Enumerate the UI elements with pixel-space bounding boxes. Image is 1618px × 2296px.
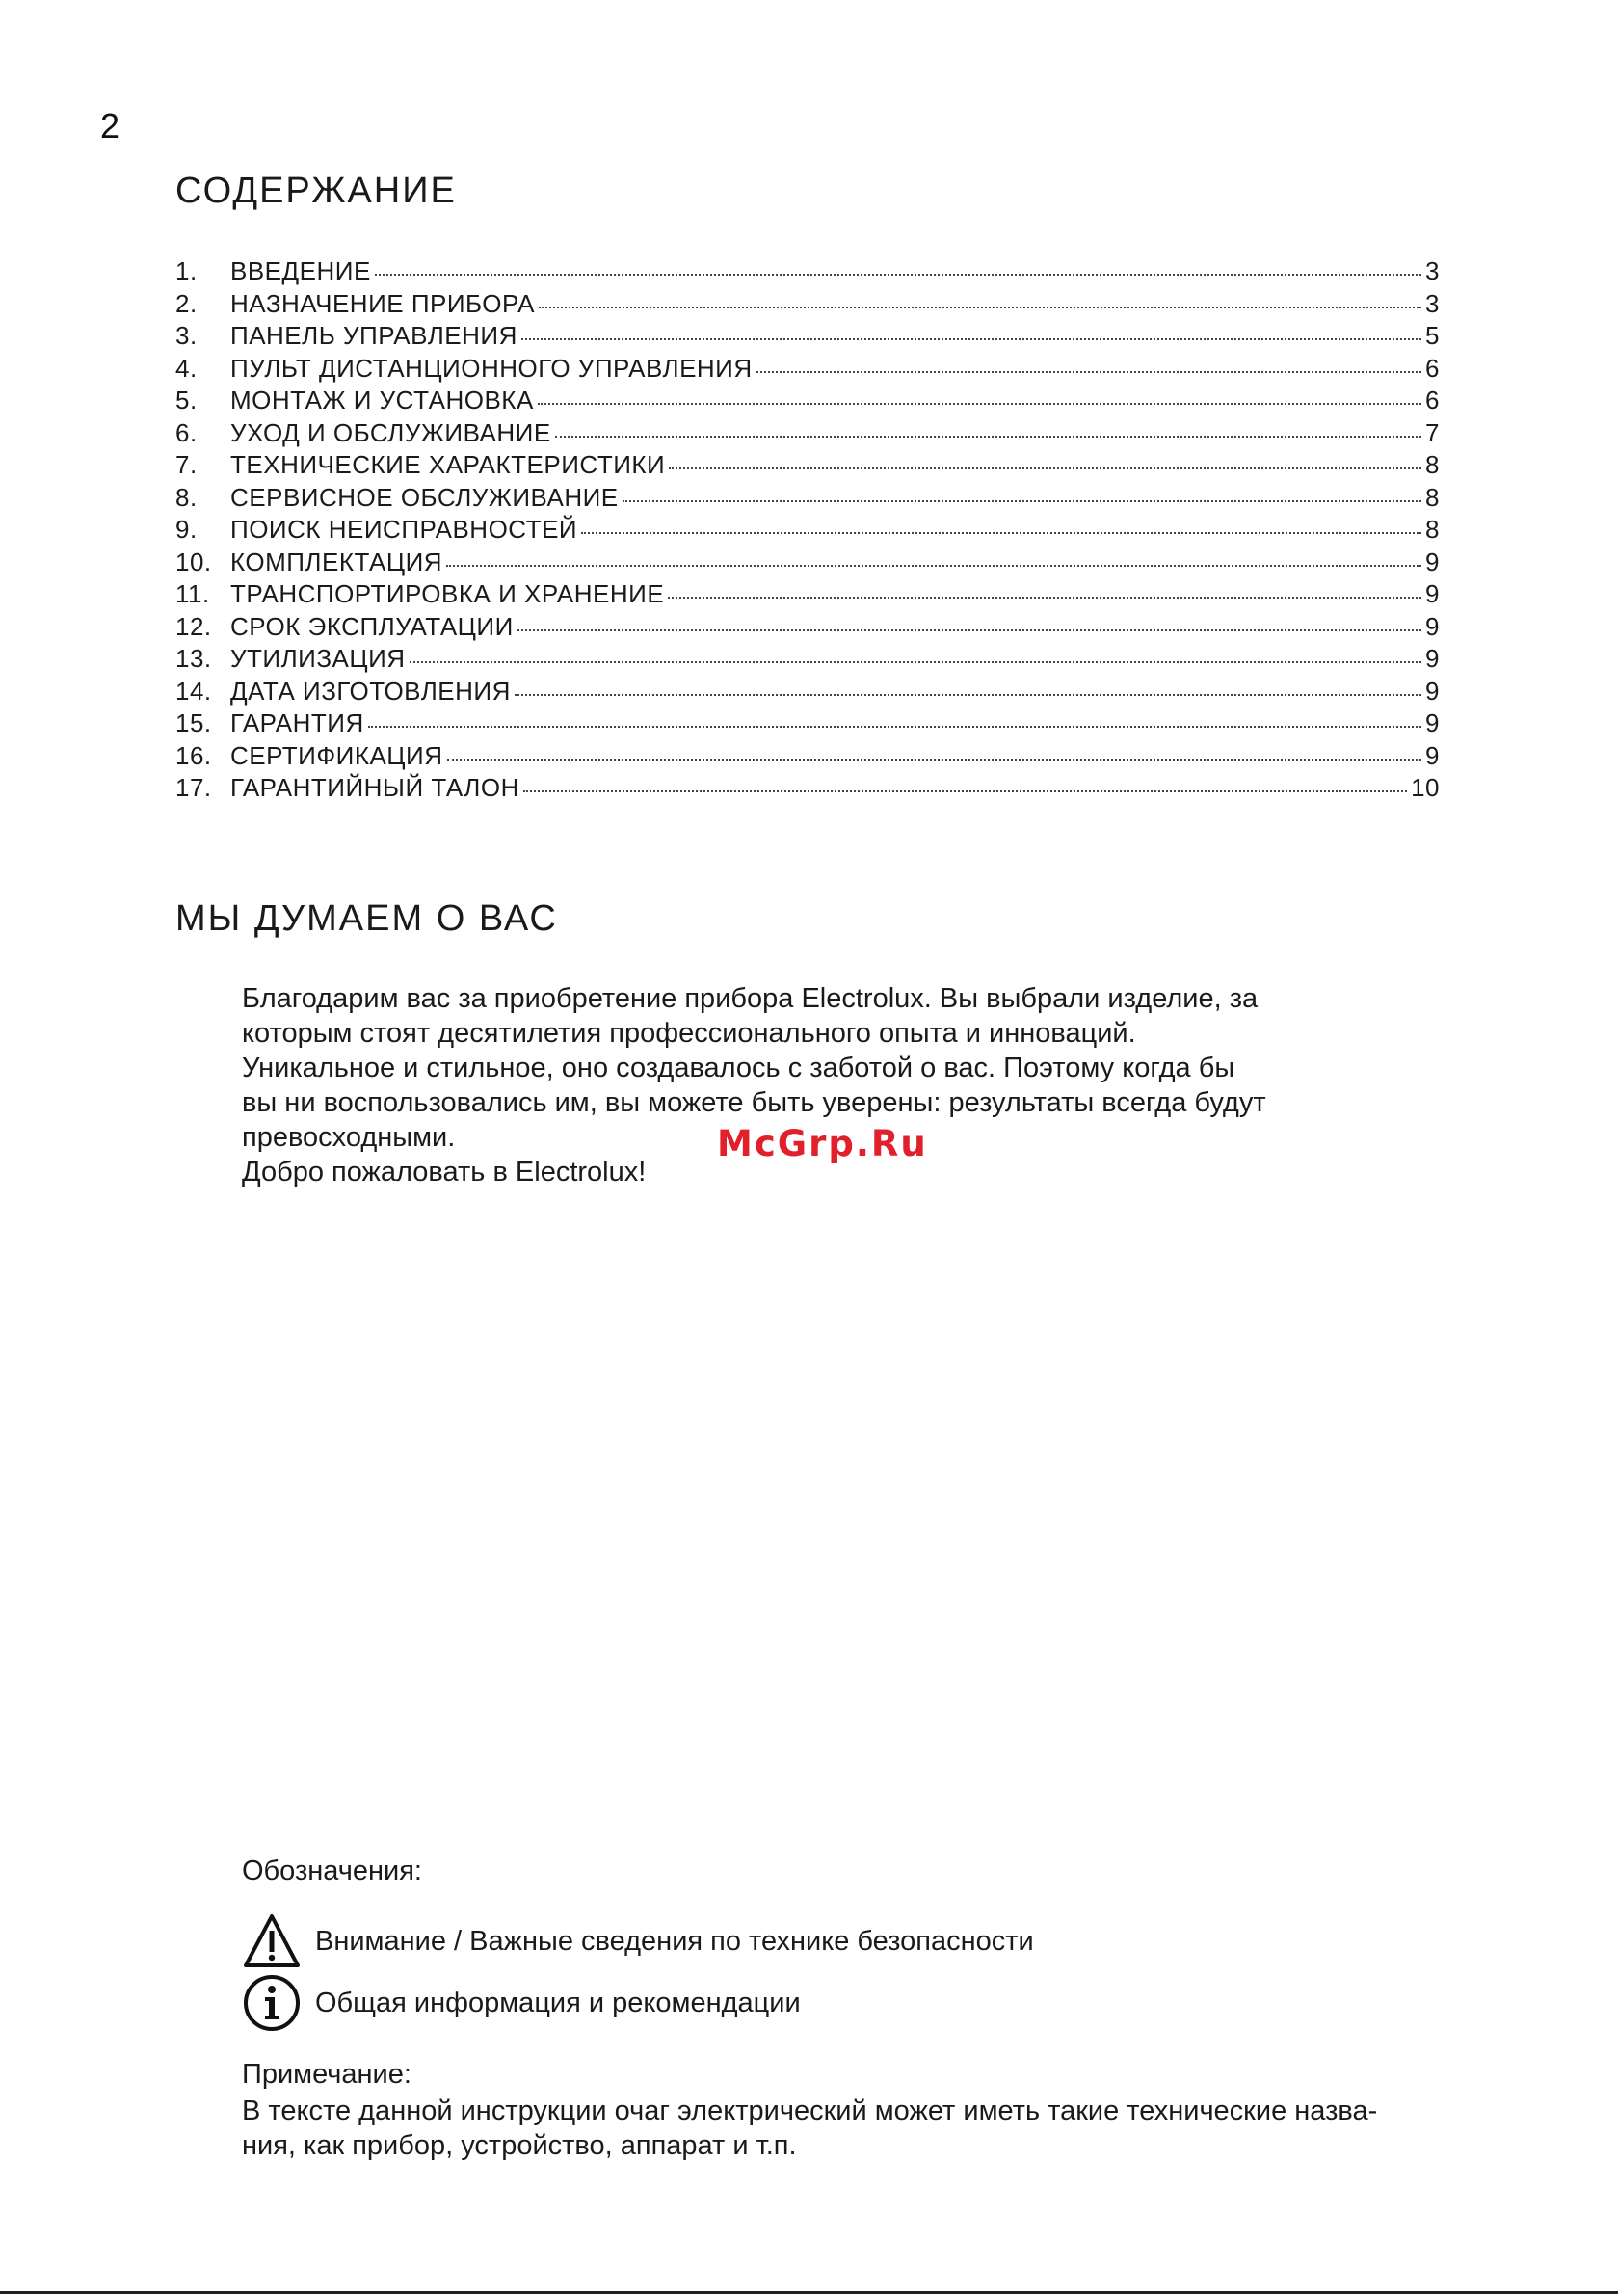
- toc-item-leader: [756, 371, 1421, 373]
- toc-item: [175, 321, 1440, 354]
- toc-item: [175, 289, 1440, 322]
- welcome-line: превосходными.: [242, 1122, 456, 1153]
- toc-item-page: 9: [1425, 740, 1440, 770]
- toc-item-number: 2.: [175, 288, 198, 318]
- toc-item-page: 6: [1425, 386, 1440, 414]
- toc-item-page: 8: [1425, 450, 1440, 479]
- toc-item-number: 10.: [175, 547, 212, 576]
- toc-item-leader: [581, 532, 1421, 534]
- toc-item-label: ПОИСК НЕИСПРАВНОСТЕЙ: [230, 515, 578, 544]
- toc-item-number: 16.: [175, 740, 212, 770]
- info-circle-icon: [242, 1973, 302, 2033]
- toc-item-label: НАЗНАЧЕНИЕ ПРИБОРА: [230, 288, 535, 318]
- note-title: Примечание:: [242, 2059, 411, 2090]
- toc-item-number: 4.: [175, 353, 198, 383]
- toc-item-label: УХОД И ОБСЛУЖИВАНИЕ: [230, 417, 551, 447]
- toc-item-number: 12.: [175, 611, 212, 641]
- toc-item-leader: [521, 338, 1421, 340]
- warning-triangle-icon: [242, 1911, 302, 1971]
- toc-item-leader: [623, 500, 1421, 502]
- toc-item-leader: [523, 790, 1407, 792]
- legend-info-text: Общая информация и рекомендации: [315, 1987, 801, 2018]
- note-text: [242, 2094, 1466, 2163]
- toc-item-label: ВВЕДЕНИЕ: [230, 256, 371, 285]
- toc-item-leader: [446, 565, 1421, 567]
- toc-item-leader: [410, 661, 1421, 663]
- page-number: 2: [100, 106, 120, 146]
- toc-item-leader: [538, 403, 1421, 405]
- welcome-title: МЫ ДУМАЕМ О ВАС: [175, 898, 558, 939]
- toc-item-leader: [668, 597, 1421, 599]
- toc-item-number: 13.: [175, 644, 212, 673]
- note-line: ния, как прибор, устройство, аппарат и т.п.: [242, 2130, 797, 2161]
- toc-item-label: ТЕХНИЧЕСКИЕ ХАРАКТЕРИСТИКИ: [230, 450, 666, 479]
- toc-item-label: МОНТАЖ И УСТАНОВКА: [230, 386, 534, 414]
- toc-item-leader: [539, 307, 1421, 308]
- toc-item: [175, 741, 1440, 774]
- toc-item-page: 9: [1425, 579, 1440, 608]
- toc-item-number: 8.: [175, 482, 198, 512]
- toc-item-label: КОМПЛЕКТАЦИЯ: [230, 547, 443, 576]
- toc-item-page: 9: [1425, 676, 1440, 706]
- toc-item-number: 6.: [175, 417, 198, 447]
- toc-item-page: 10: [1411, 773, 1440, 802]
- toc-item-label: СЕРВИСНОЕ ОБСЛУЖИВАНИЕ: [230, 482, 619, 512]
- legend-warning: [242, 1911, 1034, 1971]
- toc-item-leader: [669, 467, 1421, 469]
- toc-title: СОДЕРЖАНИЕ: [175, 171, 457, 211]
- toc-item-number: 17.: [175, 773, 212, 802]
- toc-item: [175, 612, 1440, 645]
- welcome-line: которым стоят десятилетия профессионального опыта и инноваций.: [242, 1018, 1136, 1049]
- toc-item: [175, 677, 1440, 709]
- toc-item: [175, 450, 1440, 483]
- toc-item-page: 8: [1425, 515, 1440, 544]
- toc-item: [175, 773, 1440, 806]
- welcome-line: Благодарим вас за приобретение прибора Electrolux. Вы выбрали изделие, за: [242, 983, 1259, 1014]
- toc-item-label: ТРАНСПОРТИРОВКА И ХРАНЕНИЕ: [230, 579, 665, 608]
- toc-item-leader: [447, 759, 1422, 761]
- toc-item: [175, 515, 1440, 547]
- toc-item-leader: [517, 629, 1421, 631]
- toc-item-number: 11.: [175, 579, 210, 608]
- welcome-line: вы ни воспользовались им, вы можете быть уверены: результаты всегда будут: [242, 1087, 1266, 1118]
- toc-item-page: 3: [1425, 256, 1440, 285]
- toc-item-number: 7.: [175, 450, 198, 479]
- toc-item-number: 1.: [175, 256, 198, 285]
- toc-item-label: СРОК ЭКСПЛУАТАЦИИ: [230, 611, 514, 641]
- toc-item-label: ДАТА ИЗГОТОВЛЕНИЯ: [230, 676, 511, 706]
- toc-item-number: 14.: [175, 676, 212, 706]
- toc-item-number: 9.: [175, 515, 198, 544]
- toc-item-page: 9: [1425, 708, 1440, 737]
- toc-item: [175, 579, 1440, 612]
- toc-item-label: УТИЛИЗАЦИЯ: [230, 644, 406, 673]
- legend-warning-text: Внимание / Важные сведения по технике безопасности: [315, 1925, 1034, 1957]
- legend-title: Обозначения:: [242, 1855, 422, 1886]
- toc-item-leader: [515, 694, 1421, 696]
- table-of-contents: [175, 256, 1440, 806]
- toc-item-page: 9: [1425, 644, 1440, 673]
- watermark: McGrp.Ru: [717, 1123, 928, 1164]
- welcome-line: Уникальное и стильное, оно создавалось с заботой о вас. Поэтому когда бы: [242, 1053, 1235, 1083]
- note-line: В тексте данной инструкции очаг электрический может иметь такие технические назва-: [242, 2096, 1378, 2126]
- toc-item-page: 8: [1425, 482, 1440, 512]
- toc-item: [175, 708, 1440, 741]
- toc-item: [175, 256, 1440, 289]
- toc-item-page: 3: [1425, 288, 1440, 318]
- toc-item-page: 7: [1425, 417, 1440, 447]
- toc-item-label: ПУЛЬТ ДИСТАНЦИОННОГО УПРАВЛЕНИЯ: [230, 353, 753, 383]
- toc-item: [175, 483, 1440, 516]
- toc-item: [175, 354, 1440, 387]
- bottom-rule: [0, 2291, 1618, 2294]
- toc-item: [175, 547, 1440, 580]
- toc-item-label: СЕРТИФИКАЦИЯ: [230, 740, 443, 770]
- toc-item-label: ПАНЕЛЬ УПРАВЛЕНИЯ: [230, 321, 517, 350]
- toc-item-number: 3.: [175, 321, 198, 350]
- toc-item-leader: [555, 436, 1421, 438]
- toc-item-number: 5.: [175, 386, 198, 414]
- welcome-line: Добро пожаловать в Electrolux!: [242, 1157, 647, 1188]
- toc-item: [175, 644, 1440, 677]
- toc-item-page: 6: [1425, 353, 1440, 383]
- toc-item-label: ГАРАНТИЯ: [230, 708, 364, 737]
- toc-item-number: 15.: [175, 708, 212, 737]
- toc-item: [175, 418, 1440, 451]
- toc-item-leader: [368, 726, 1421, 728]
- toc-item-page: 5: [1425, 321, 1440, 350]
- legend-info: [242, 1973, 801, 2033]
- toc-item: [175, 386, 1440, 418]
- toc-item-page: 9: [1425, 547, 1440, 576]
- toc-item-page: 9: [1425, 611, 1440, 641]
- toc-item-leader: [375, 274, 1421, 276]
- toc-item-label: ГАРАНТИЙНЫЙ ТАЛОН: [230, 773, 519, 802]
